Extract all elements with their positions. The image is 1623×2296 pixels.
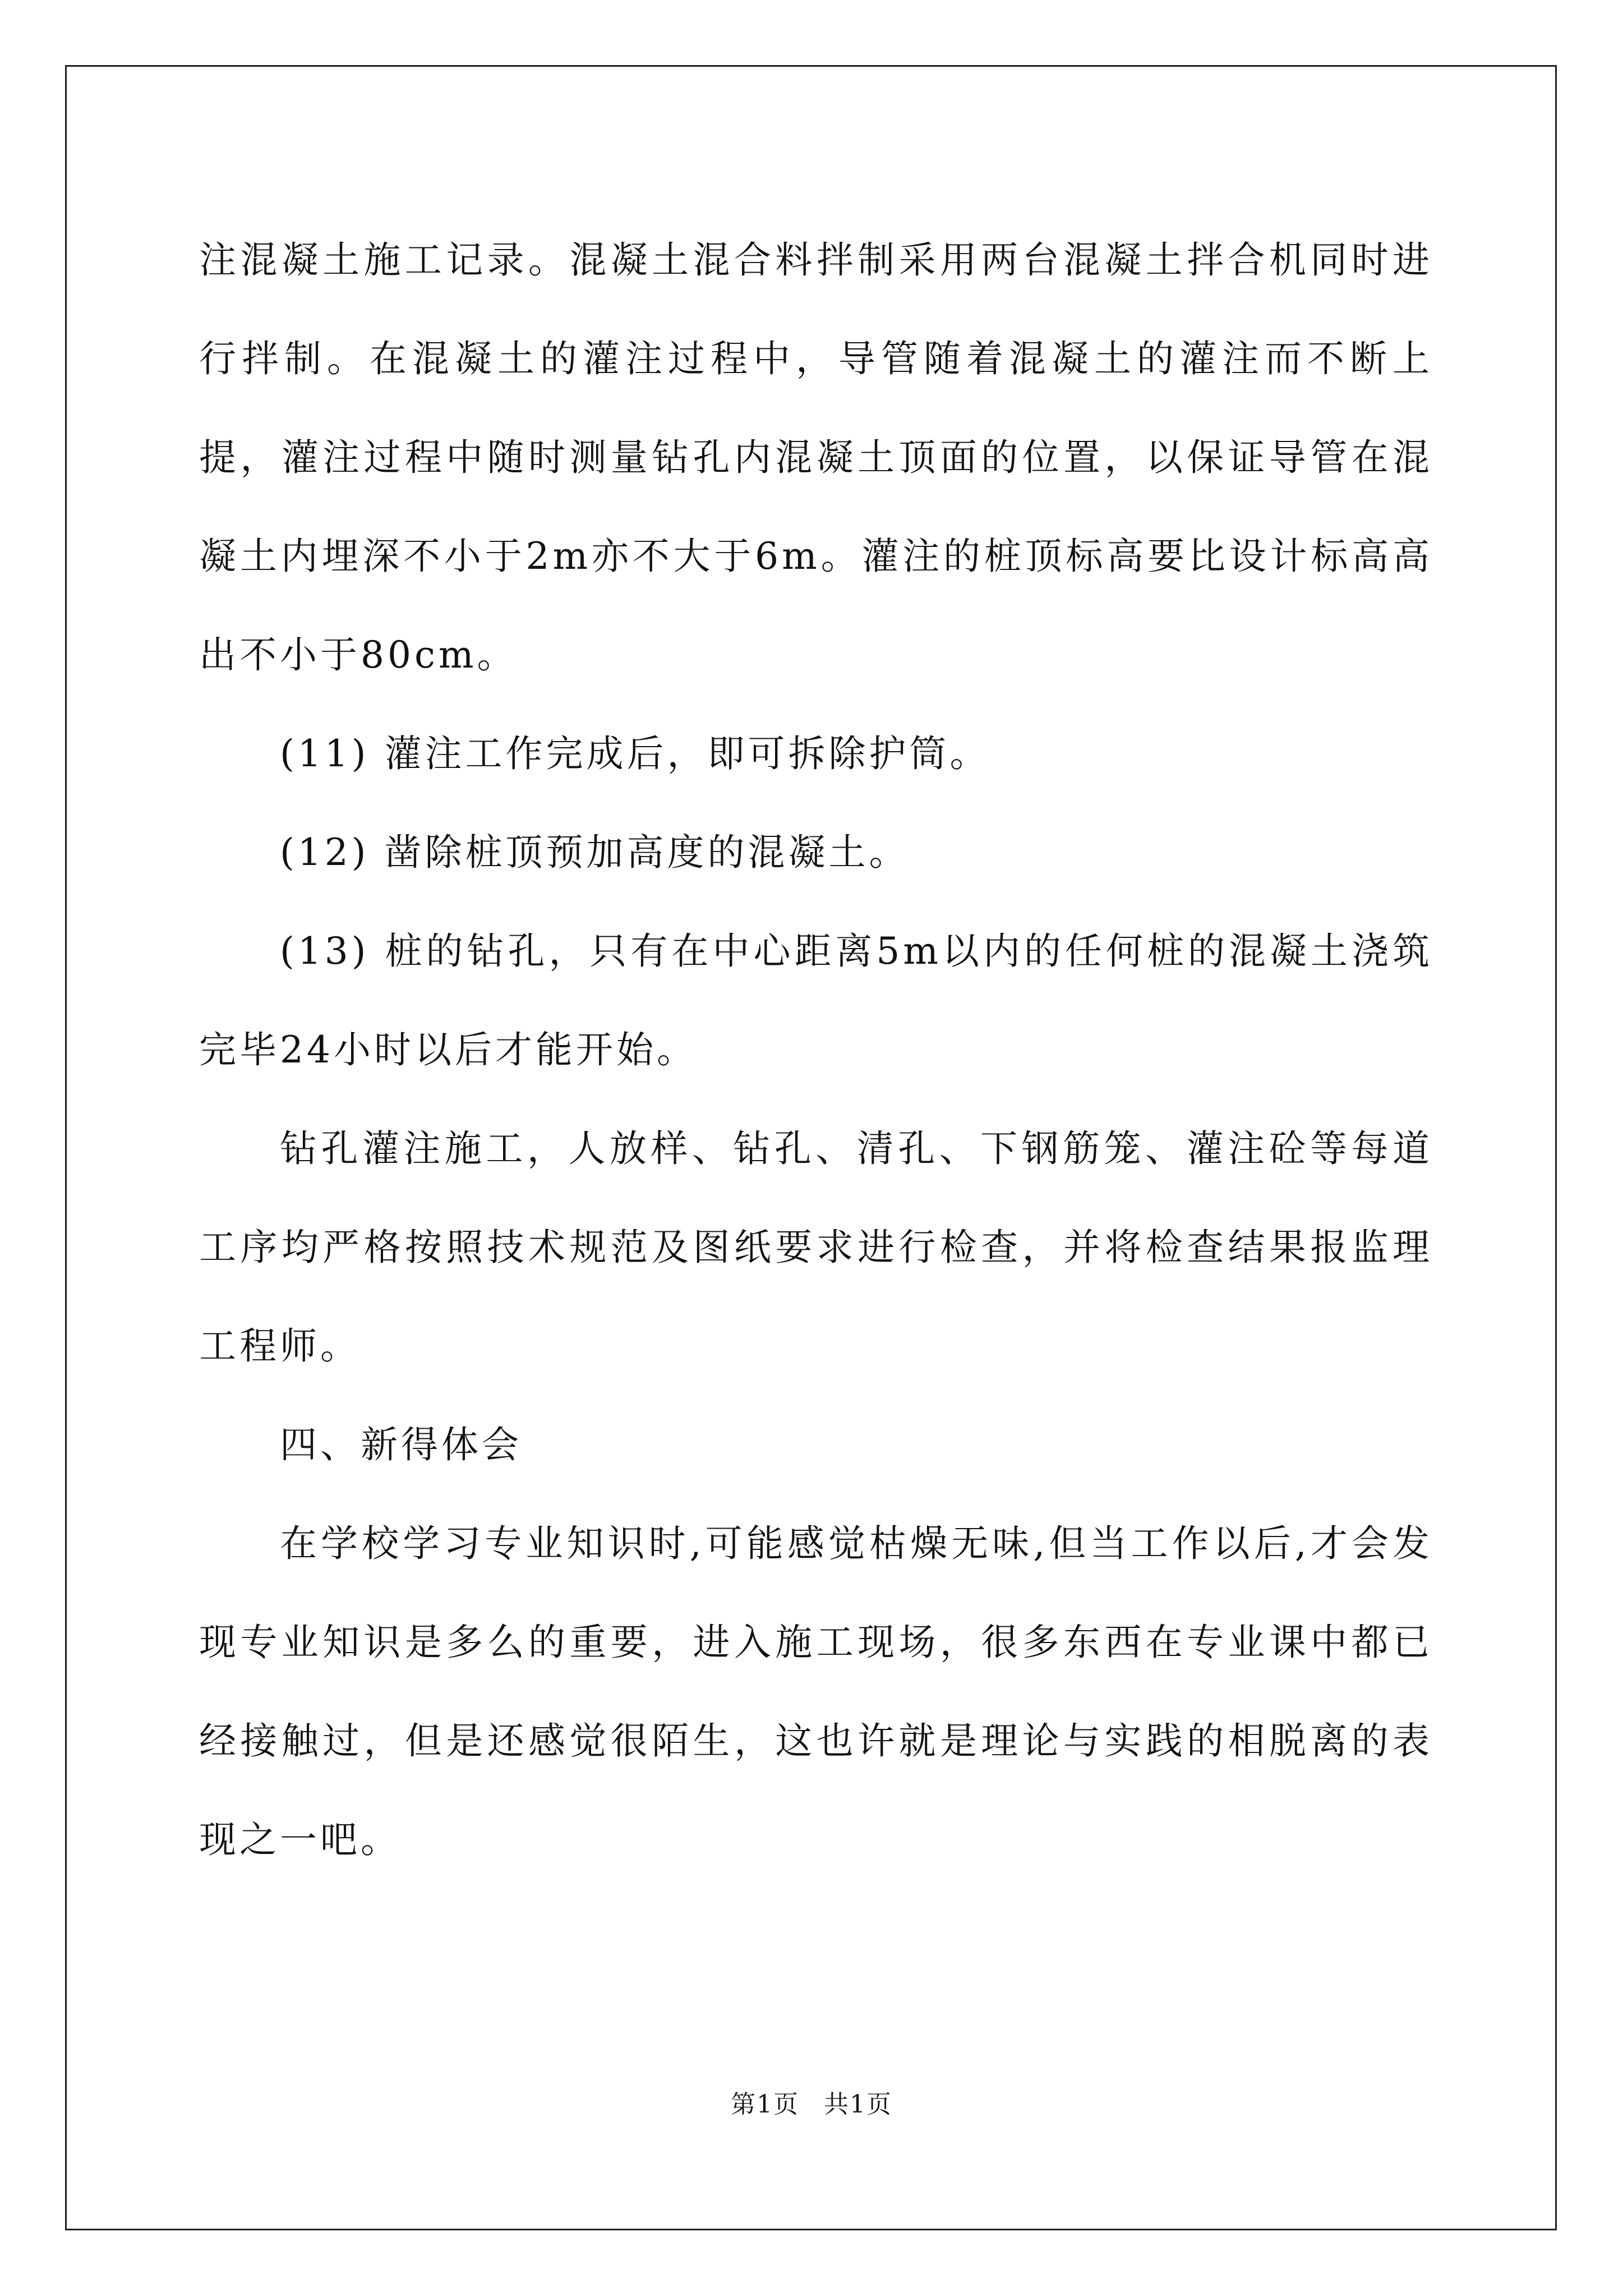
total-pages-label: 共1页 [824,2090,892,2119]
paragraph-reflections: 在学校学习专业知识时,可能感觉枯燥无味,但当工作以后,才会发现专业知识是多么的重要，进入施工现场，很多东西在专业课中都已经接触过，但是还感觉很陌生，这也许就是理论与实践的相脱离的表现之一吧。 [199,1522,1433,1861]
section-heading-reflections: 四、新得体会 [280,1423,522,1466]
paragraph-item-12: (12) 凿除桩顶预加高度的混凝土。 [280,831,910,874]
paragraph-item-13: (13) 桩的钻孔，只有在中心距离5m以内的任何桩的混凝土浇筑完毕24小时以后才能开始。 [199,930,1433,1071]
document-body [199,211,1433,1889]
page-footer [0,2084,1623,2120]
page-number-label: 第1页 [731,2090,799,2119]
paragraph-inspection: 钻孔灌注施工，人放样、钻孔、清孔、下钢筋笼、灌注砼等每道工序均严格按照技术规范及图纸要求进行检查，并将检查结果报监理工程师。 [199,1127,1433,1368]
paragraph-item-11: (11) 灌注工作完成后，即可拆除护筒。 [280,732,990,775]
paragraph-concrete-record: 注混凝土施工记录。混凝土混合料拌制采用两台混凝土拌合机同时进行拌制。在混凝土的灌注过程中，导管随着混凝土的灌注而不断上提，灌注过程中随时测量钻孔内混凝土顶面的位置，以保证导管在混凝土内埋深不小于2m亦不大于6m。灌注的桩顶标高要比设计标高高出不小于80cm。 [199,238,1433,677]
